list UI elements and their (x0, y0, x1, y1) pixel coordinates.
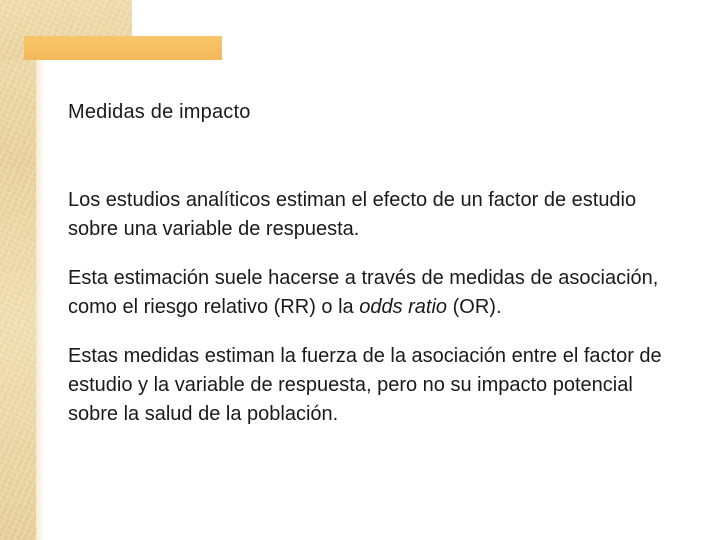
accent-bar (24, 36, 222, 60)
paragraph-3: Estas medidas estiman la fuerza de la asociación entre el factor de estudio y la variable de respuesta, pero no su impacto potencial sobre la salud de la población. (68, 345, 662, 425)
paragraph-2-text-b: (OR). (447, 296, 502, 318)
slide-title: Medidas de impacto (68, 101, 251, 123)
panel-edge (36, 60, 44, 540)
parchment-strip (0, 0, 36, 540)
paragraph-2-text-a: Esta estimación suele hacerse a través de medidas de asociación, como el riesgo relativo (RR) o la (68, 267, 659, 318)
paragraph-2-italic-term: odds ratio (359, 296, 448, 318)
paragraph-1: Los estudios analíticos estiman el efecto de un factor de estudio sobre una variable de respuesta. (68, 189, 637, 240)
slide-body (68, 186, 688, 449)
paragraph-2 (68, 264, 688, 322)
